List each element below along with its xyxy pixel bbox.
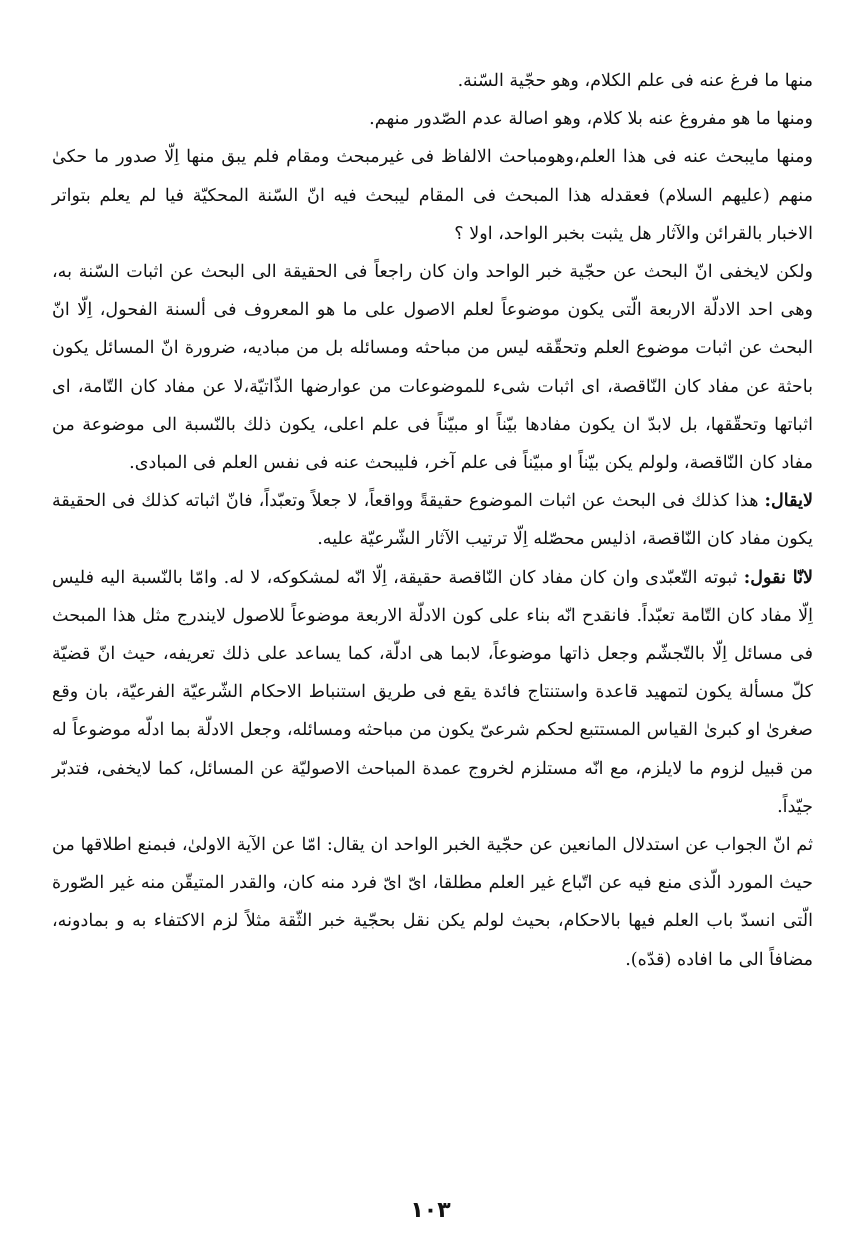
paragraph-text: ولكن لايخفى انّ البحث عن حجّية خبر الواحد وان كان راجعاً فى الحقيقة الى البحث عن اثبات السّنة به، وهى احد الادلّة الاربعة الّتى يكون موضوعاً لعلم الاصول على ما هو المعروف فى ألسنة الفحول، اِلّا انّ البحث عن اثبات موضوع العلم وتحقّقه ليس من مباحثه ومسائله بل من مباديه، ضرورة انّ المسائل يكون باحثة عن مفاد كان النّاقصة، اى اثبات شىء للموضوعات من عوارضها الذّاتيّة،لا عن مفاد كان التّامة، اى اثباتها وتحقّقها، بل لابدّ ان يكون مفادها بيّناً او مبيّناً فى علم اعلى، يكون ذلك بالنّسبة الى موضوعة من مفاد كان النّاقصة، ولولم يكن بيّناً او مبيّناً فى علم آخر، فليبحث عنه فى نفس العلم فى المبادى.	[52, 262, 813, 474]
paragraph-3	[52, 138, 813, 253]
paragraph-4	[52, 253, 813, 482]
body-text	[52, 62, 813, 979]
paragraph-1	[52, 62, 813, 100]
paragraph-text: ثبوته التّعبّدى وان كان مفاد كان النّاقصة حقيقة، اِلّا انّه لمشكوكه، لا له. وامّا بالنّسبة اليه فليس اِلّا مفاد كان التّامة تعبّداً. فانقدح انّه بناء على كون الادلّة الاربعة موضوعاً للاصول لايندرج مثل هذا المبحث فى مسائل اِلّا بالتّجشّم وجعل ذاتها موضوعاً، لابما هى ادلّة، كما يساعد على ذلك تعريفه، حيث انّ قضيّة كلّ مسألة يكون لتمهيد قاعدة واستنتاج فائدة يقع فى طريق استنباط الاحكام الشّرعيّة الفرعيّة، بان وقع صغرىٰ او كبرىٰ القياس المستتبع لحكم شرعىّ يكون من مباحثه ومسائله، وجعل الادلّة بما ادلّه موضوعاً له من قبيل لزوم ما لايلزم، مع انّه مستلزم لخروج عمدة المباحث الاصوليّة عن المسائل، كما لايخفى، فتدبّر جيّداً.	[52, 567, 813, 817]
paragraph-6	[52, 559, 813, 826]
paragraph-text: منها ما فرغ عنه فى علم الكلام، وهو حجّية السّنة.	[457, 71, 813, 91]
paragraph-lead: لانّا نقول:	[743, 566, 813, 588]
paragraph-text: ومنها مايبحث عنه فى هذا العلم،وهومباحث الالفاظ فى غيرمبحث ومقام فلم يبق منها اِلّا صدور ما حكىٰ منهم (عليهم السلام) فعقدله هذا المبحث فى المقام ليبحث فيه انّ السّنة المحكيّة فيا لم يعلم بتواتر الاخبار بالقرائن والآثار هل يثبت بخبر الواحد، اولا ؟	[52, 147, 813, 244]
paragraph-5	[52, 482, 813, 558]
paragraph-2	[52, 100, 813, 138]
paragraph-text: هذا كذلك فى البحث عن اثبات الموضوع حقيقةً وواقعاً، لا جعلاً وتعبّداً، فانّ اثباته كذلك فى الحقيقة يكون مفاد كان النّاقصة، اذليس محصّله اِلّا ترتيب الآثار الشّرعيّة عليه.	[52, 491, 813, 550]
paragraph-text: ثم انّ الجواب عن استدلال المانعين عن حجّية الخبر الواحد ان يقال: امّا عن الآية الاولىٰ، فبمنع اطلاقها من حيث المورد الّذى منع فيه عن اتّباع غير العلم مطلقا، اىّ اىّ فرد منه كان، والقدر المتيقّن منه غير الصّورة الّتى انسدّ باب العلم فيها بالاحكام، بحيث لولم يكن نقل بحجّية خبر الثّقة مثلاً لزم الاكتفاء به و بمادونه، مضافاً الى ما افاده (قدّه).	[52, 835, 813, 970]
paragraph-lead: لايقال:	[764, 490, 813, 512]
paragraph-7	[52, 826, 813, 979]
page-number: ١٠٣	[410, 1198, 451, 1223]
paragraph-text: ومنها ما هو مفروغ عنه بلا كلام، وهو اصالة عدم الصّدور منهم.	[369, 109, 813, 130]
